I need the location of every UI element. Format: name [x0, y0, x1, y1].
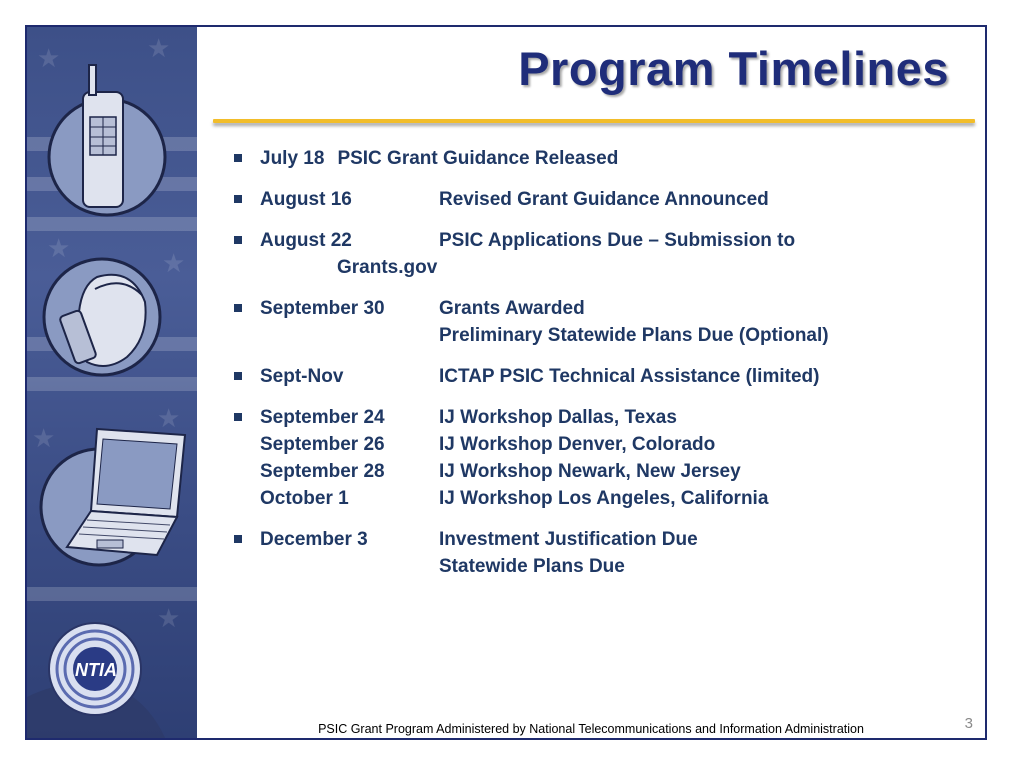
radio-icon	[49, 65, 165, 215]
person-phone-icon	[44, 259, 160, 375]
timeline-desc: IJ Workshop Denver, Colorado	[439, 434, 716, 455]
workshop-row	[260, 431, 953, 458]
timeline-date: December 3	[260, 529, 368, 550]
svg-text:★: ★	[32, 424, 56, 454]
timeline-item-aug16	[233, 186, 953, 213]
svg-text:★: ★	[157, 604, 181, 634]
timeline-desc: IJ Workshop Los Angeles, California	[439, 488, 769, 509]
timeline-item-aug22	[233, 227, 953, 281]
slide-title: Program Timelines	[518, 42, 949, 95]
timeline-date: September 24	[260, 407, 385, 428]
slide-frame	[25, 25, 987, 740]
timeline-desc: PSIC Applications Due – Submission to	[439, 230, 796, 251]
bullet-icon	[234, 236, 242, 244]
timeline-date-spacer	[260, 553, 439, 580]
decorative-side-panel	[27, 27, 197, 738]
bullet-icon	[234, 372, 242, 380]
slide-footer: PSIC Grant Program Administered by National Telecommunications and Information Administration	[318, 722, 864, 736]
timeline-date: September 26	[260, 434, 385, 455]
timeline-desc: Statewide Plans Due	[439, 556, 625, 577]
bullet-icon	[234, 195, 242, 203]
bullet-icon	[234, 413, 242, 421]
svg-text:★: ★	[37, 44, 61, 74]
side-panel-illustrations	[27, 27, 197, 738]
page-number: 3	[964, 715, 973, 732]
timeline-desc: Grants Awarded	[439, 298, 585, 319]
laptop-icon	[41, 429, 185, 565]
timeline-date-spacer	[260, 322, 439, 349]
timeline-item-sep30	[233, 295, 953, 349]
svg-text:★: ★	[147, 34, 171, 64]
bullet-icon	[234, 304, 242, 312]
svg-text:★: ★	[157, 404, 181, 434]
timeline-date: August 16	[260, 189, 352, 210]
timeline-date: September 30	[260, 298, 385, 319]
timeline-date: October 1	[260, 488, 349, 509]
timeline-list	[233, 145, 953, 594]
timeline-item-sept-nov	[233, 363, 953, 390]
timeline-desc: IJ Workshop Newark, New Jersey	[439, 461, 741, 482]
bullet-icon	[234, 535, 242, 543]
timeline-desc: ICTAP PSIC Technical Assistance (limited)	[439, 366, 820, 387]
timeline-desc: Revised Grant Guidance Announced	[439, 189, 769, 210]
svg-text:NTIA: NTIA	[75, 660, 117, 680]
title-underline	[213, 119, 975, 123]
workshop-row	[260, 458, 953, 485]
timeline-item-july18	[233, 145, 953, 172]
bullet-icon	[234, 154, 242, 162]
svg-text:★: ★	[162, 249, 186, 279]
timeline-date: September 28	[260, 461, 385, 482]
workshop-row	[260, 404, 953, 431]
timeline-date: Sept-Nov	[260, 366, 344, 387]
timeline-item-workshops	[233, 404, 953, 512]
timeline-date: July 18	[260, 148, 325, 169]
timeline-desc: PSIC Grant Guidance Released	[337, 148, 619, 169]
timeline-desc: Investment Justification Due	[439, 529, 698, 550]
timeline-date: August 22	[260, 230, 352, 251]
svg-text:★: ★	[47, 234, 71, 264]
timeline-desc: Preliminary Statewide Plans Due (Optional)	[439, 325, 829, 346]
workshop-row	[260, 485, 953, 512]
timeline-desc: IJ Workshop Dallas, Texas	[439, 407, 677, 428]
ntia-logo	[49, 623, 141, 715]
timeline-item-dec3	[233, 526, 953, 580]
timeline-desc-continued: Grants.gov	[337, 257, 438, 278]
